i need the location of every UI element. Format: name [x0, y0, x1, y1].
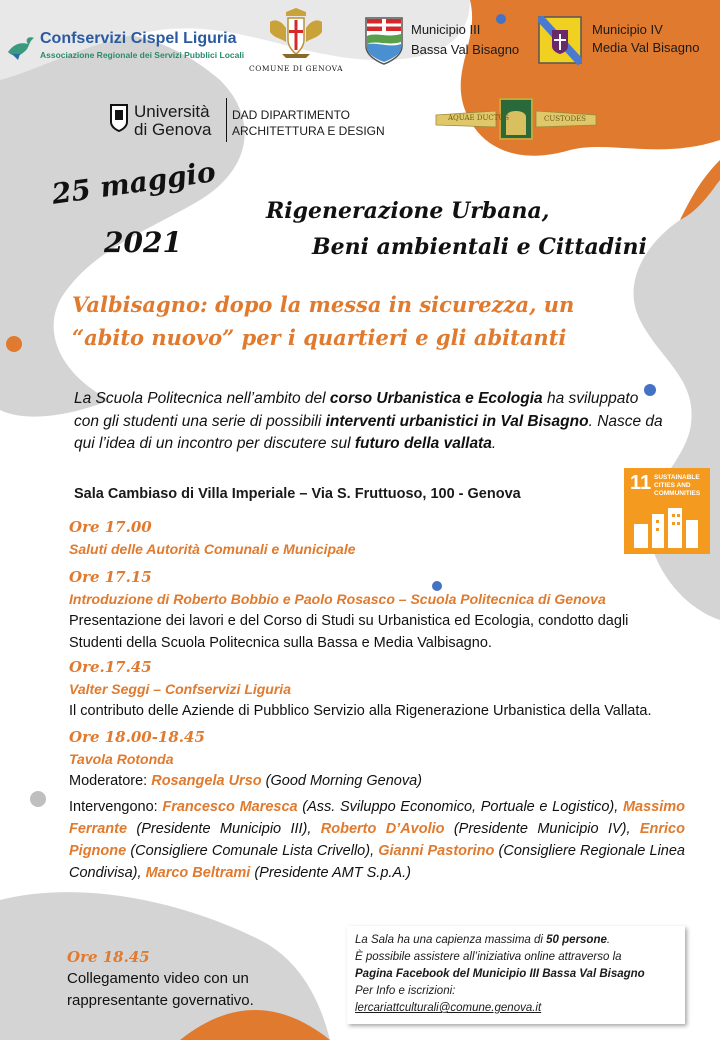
subtitle-line1: Valbisagno: dopo la messa in sicurezza, un: [72, 292, 575, 317]
speaker-3-role: (Presidente Municipio IV),: [444, 821, 640, 837]
date-line1: 25 maggio: [49, 155, 218, 211]
speakers-paragraph: [69, 796, 685, 884]
confservizi-dove-icon: [6, 34, 36, 64]
intro-text-2: ha sviluppato con gli studenti una serie di possibili: [74, 390, 639, 430]
info-capacity-text: La Sala ha una capienza massima di: [355, 934, 547, 946]
unige-line2: di Genova: [134, 120, 212, 139]
sdg11-number: 11: [630, 472, 652, 494]
schedule-body-3: Il contributo delle Aziende di Pubblico Servizio alla Rigenerazione Urbanistica della Vallata.: [69, 703, 652, 719]
municipio4-logo: [538, 16, 716, 68]
municipio3-line2: Bassa Val Bisagno: [411, 42, 520, 57]
aquae-right-text: CUSTODES: [544, 115, 586, 123]
date-line2: 2021: [104, 226, 182, 259]
dad-line1: DAD DIPARTIMENTO: [232, 108, 351, 122]
unige-emblem-icon: [110, 104, 128, 132]
municipio3-logo: [364, 16, 534, 68]
speaker-4-name: Enrico Pignone: [69, 821, 685, 859]
event-date: [49, 155, 232, 270]
intro-text-1: La Scuola Politecnica nell’ambito del: [74, 390, 330, 407]
intro-text-4: .: [491, 435, 497, 452]
schedule-sub-2: Introduzione di Roberto Bobbio e Paolo Rosasco – Scuola Politecnica di Genova: [69, 591, 606, 607]
schedule-sub-4: Tavola Rotonda: [69, 751, 174, 767]
schedule-time-3: Ore.17.45: [69, 658, 152, 676]
confservizi-title: Confservizi Cispel Liguria: [40, 30, 237, 47]
comune-genova-label: COMUNE DI GENOVA: [248, 64, 344, 73]
dot-grey-left: [30, 791, 46, 807]
info-capacity-count: 50 persone: [546, 934, 607, 946]
schedule-time-5: Ore 18.45: [67, 948, 150, 966]
intro-bold-3: futuro della vallata: [354, 435, 492, 452]
event-title: [262, 198, 702, 270]
speaker-1-role: (Ass. Sviluppo Economico, Portuale e Logistico),: [297, 799, 623, 815]
schedule-sub-3: Valter Seggi – Confservizi Liguria: [69, 681, 291, 697]
schedule-body-2: Presentazione dei lavori e del Corso di Studi su Urbanistica ed Ecologia, condotto dagli Studenti della Scuola Politecnica sulla Bassa e Media Valbisagno.: [69, 613, 629, 651]
confservizi-subtitle: Associazione Regionale dei Servizi Pubblici Locali: [40, 50, 245, 60]
municipio3-shield-icon: [364, 16, 404, 66]
sdg11-label: SUSTAINABLE CITIES AND COMMUNITIES: [654, 474, 701, 497]
municipio4-line2: Media Val Bisagno: [592, 40, 700, 55]
speakers-label: Intervengono:: [69, 799, 163, 815]
speaker-6-name: Marco Beltrami: [145, 865, 251, 881]
info-contacts-line: Per Info e iscrizioni:: [355, 985, 456, 997]
unige-logo: [110, 98, 230, 142]
info-capacity-end: .: [606, 934, 611, 946]
intro-bold-1: corso Urbanistica e Ecologia: [329, 390, 543, 407]
schedule-time-1: Ore 17.00: [69, 518, 152, 536]
venue-line: Sala Cambiaso di Villa Imperiale – Via S. Fruttuoso, 100 - Genova: [74, 486, 521, 502]
speaker-4-role: (Consigliere Comunale Lista Crivello),: [126, 843, 379, 859]
speaker-3-name: Roberto D’Avolio: [320, 821, 445, 837]
speaker-5-name: Gianni Pastorino: [378, 843, 495, 859]
moderator-label: Moderatore:: [69, 773, 152, 789]
dad-logo: [232, 108, 392, 140]
speaker-1-name: Francesco Maresca: [162, 799, 298, 815]
info-email-link[interactable]: lercariattculturali@comune.genova.it: [355, 1002, 542, 1014]
info-box: [347, 926, 685, 1024]
info-facebook-line: Pagina Facebook del Municipio III Bassa Val Bisagno: [355, 968, 645, 980]
event-subtitle: [72, 292, 692, 362]
aquae-left-text: AQUAE DUCTUS: [448, 114, 510, 122]
confservizi-logo: [6, 30, 245, 70]
schedule: [69, 516, 685, 884]
unige-line1: Università: [134, 102, 210, 121]
moderator-role: (Good Morning Genova): [261, 773, 423, 789]
municipio3-line1: Municipio III: [411, 22, 481, 37]
comune-genova-logo: [248, 8, 344, 74]
municipio4-shield-icon: [538, 16, 582, 66]
dot-orange-left: [6, 336, 22, 352]
info-capacity-line: [355, 932, 677, 949]
speaker-5-role: (Consigliere Regionale Linea Condivisa),: [69, 843, 685, 881]
subtitle-line2: “abito nuovo” per i quartieri e gli abitanti: [72, 325, 567, 350]
intro-paragraph: [74, 388, 666, 456]
schedule-final: [67, 946, 317, 1012]
moderator-name: Rosangela Urso: [151, 773, 262, 789]
speaker-2-role: (Presidente Municipio III),: [127, 821, 321, 837]
schedule-time-4: Ore 18.00-18.45: [69, 728, 205, 746]
schedule-body-5: Collegamento video con un rappresentante governativo.: [67, 970, 254, 1009]
unige-divider: [226, 98, 227, 142]
info-online-line: È possibile assistere all’iniziativa online attraverso la: [355, 951, 622, 963]
municipio4-line1: Municipio IV: [592, 22, 663, 37]
genova-coat-of-arms-icon: [266, 8, 326, 60]
title-line1: Rigenerazione Urbana,: [266, 198, 550, 224]
aquae-ductus-logo: [434, 97, 598, 141]
moderator-line: [69, 770, 685, 792]
schedule-sub-1: Saluti delle Autorità Comunali e Municipale: [69, 541, 356, 557]
speaker-2-name: Massimo Ferrante: [69, 799, 685, 837]
schedule-time-2: Ore 17.15: [69, 568, 152, 586]
title-line2: Beni ambientali e Cittadini: [312, 234, 647, 260]
intro-text-3: . Nasce da qui l’idea di un incontro per discutere sul: [74, 412, 663, 452]
speaker-6-role: (Presidente AMT S.p.A.): [250, 865, 411, 881]
intro-bold-2: interventi urbanistici in Val Bisagno: [325, 412, 589, 430]
dad-line2: ARCHITETTURA E DESIGN: [232, 124, 385, 138]
